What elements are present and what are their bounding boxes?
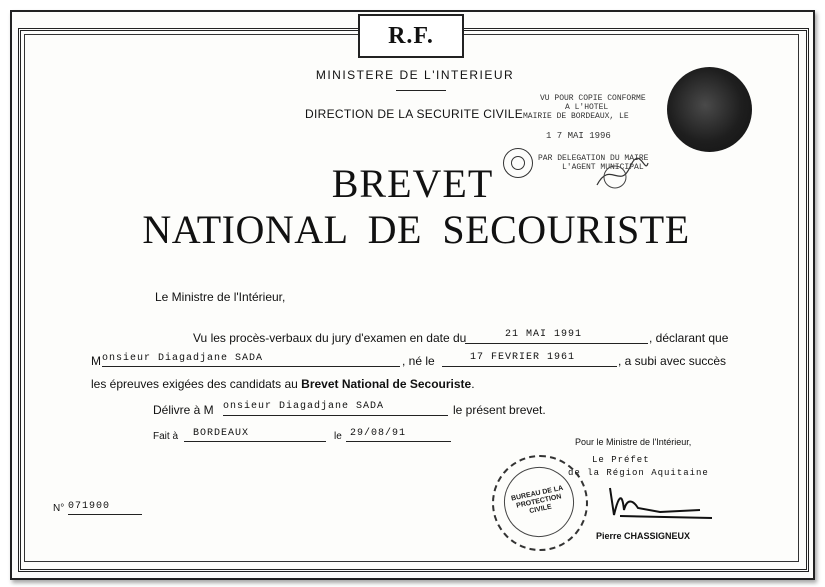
issue-date: 29/08/91 [350,428,407,439]
round-stamp-text: BUREAU DE LA PROTECTION CIVILE [497,460,580,543]
birth-date: 17 FEVRIER 1961 [470,352,576,363]
recipient-name: onsieur Diagadjane SADA [102,353,264,364]
republic-francaise-box: R.F. [358,14,464,58]
delivers-prefix: Délivre à M [153,403,214,417]
region-title: de la Région Aquitaine [568,468,709,478]
exam-date: 21 MAI 1991 [505,329,583,340]
exam-description-prefix: les épreuves exigées des candidats au [91,377,298,391]
declaring-text: , déclarant que [649,331,729,345]
municipal-agent-line: L'AGENT MUNICIPAL [562,163,644,172]
exam-description-end: . [471,377,475,391]
prefect-signature-icon [600,480,720,525]
exam-description [91,377,475,391]
mairie-line: MAIRIE DE BORDEAUX, LE [523,112,629,121]
hotel-line: A L'HOTEL [565,103,609,112]
heading-divider [396,90,446,91]
delivers-name: onsieur Diagadjane SADA [223,401,385,412]
number-label: N° [53,503,65,514]
certification-date: 1 7 MAI 1996 [546,131,611,141]
direction-heading: DIRECTION DE LA SECURITE CIVILE [305,107,524,121]
embossed-seal [667,67,752,152]
minutes-sentence: Vu les procès-verbaux du jury d'examen en date du [193,331,467,345]
on-label: le [334,431,342,442]
success-text: , a subi avec succès [618,354,727,368]
delivers-suffix: le présent brevet. [453,403,546,417]
delegation-line: PAR DELEGATION DU MAIRE [538,154,649,163]
ministry-heading: MINISTERE DE L'INTERIEUR [315,68,515,82]
certificate-title-line2: NATIONAL DE SECOURISTE [142,207,690,252]
signatory-name: Pierre CHASSIGNEUX [596,531,691,541]
salutation: Le Ministre de l'Intérieur, [155,290,286,304]
copy-conform-line: VU POUR COPIE CONFORME [540,94,646,103]
for-minister-label: Pour le Ministre de l'Intérieur, [575,437,692,447]
certificate-number: 071900 [68,501,111,512]
done-at-label: Fait à [153,431,179,442]
issue-place: BORDEAUX [193,428,250,439]
prefect-title: Le Préfet [592,455,650,465]
born-label: , né le [402,354,435,368]
recipient-initial: M [91,354,101,368]
diploma-name: Brevet National de Secouriste [301,377,472,391]
certificate-title-line1: BREVET [331,161,494,206]
